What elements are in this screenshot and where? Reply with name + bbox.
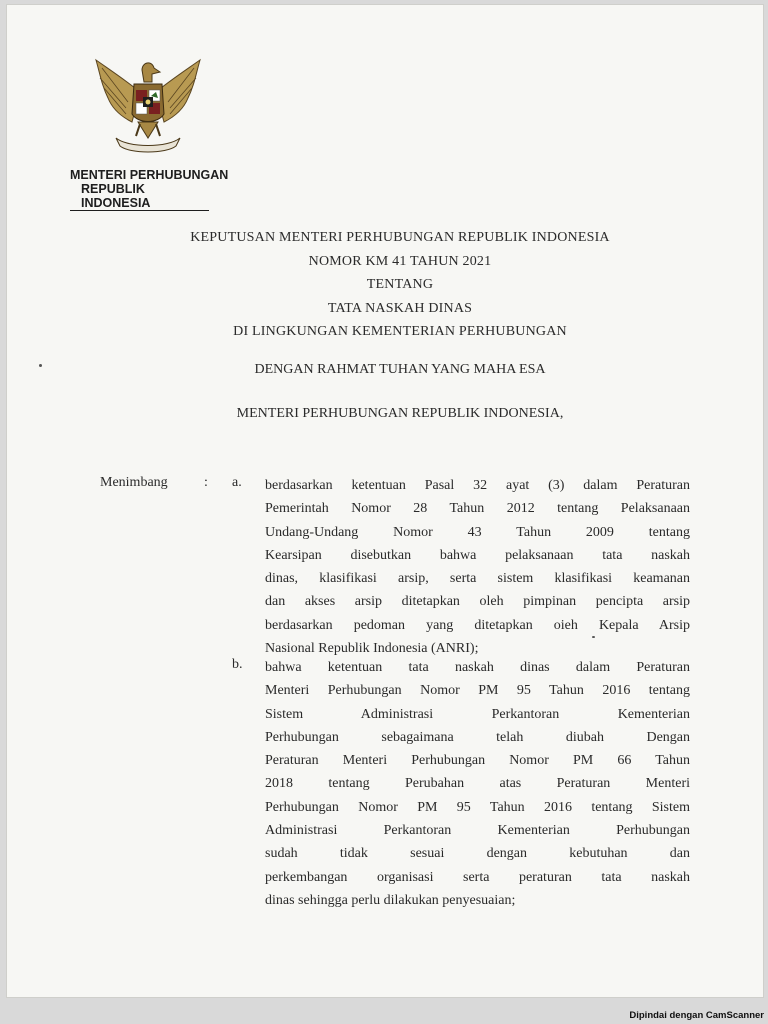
title-line-5: DI LINGKUNGAN KEMENTERIAN PERHUBUNGAN bbox=[233, 324, 567, 339]
considering-label: Menimbang bbox=[100, 475, 168, 490]
clause-line: Nasional Republik Indonesia (ANRI); bbox=[265, 641, 479, 657]
clause-line: Kearsipan disebutkan bahwa pelaksanaan tata naskah bbox=[265, 547, 690, 563]
clause-line: Undang-Undang Nomor 43 Tahun 2009 tentang bbox=[265, 524, 690, 540]
clause-marker-a: a. bbox=[232, 475, 242, 490]
invocation: DENGAN RAHMAT TUHAN YANG MAHA ESA bbox=[254, 362, 546, 377]
scanner-watermark: Dipindai dengan CamScanner bbox=[629, 1010, 764, 1021]
scan-speck bbox=[592, 636, 595, 638]
clause-line: dan akses arsip ditetapkan oleh pimpinan pencipta arsip bbox=[265, 594, 690, 610]
clause-line: 2018 tentang Perubahan atas Peraturan Menteri bbox=[265, 776, 690, 792]
authority-heading bbox=[70, 168, 250, 211]
clause-line: Sistem Administrasi Perkantoran Kementerian bbox=[265, 706, 690, 722]
clause-line: berdasarkan pedoman yang ditetapkan oieh Kepala Arsip bbox=[265, 617, 690, 633]
clause-line: bahwa ketentuan tata naskah dinas dalam Peraturan bbox=[265, 660, 690, 675]
decree-title bbox=[6, 226, 768, 344]
clause-line: Perhubungan sebagaimana telah diubah Dengan bbox=[265, 729, 690, 745]
title-line-3: TENTANG bbox=[366, 277, 434, 292]
considering-colon: : bbox=[204, 475, 208, 490]
scan-speck bbox=[39, 364, 42, 367]
clause-line: sudah tidak sesuai dengan kebutuhan dan bbox=[265, 846, 690, 862]
minister-heading: MENTERI PERHUBUNGAN REPUBLIK INDONESIA, bbox=[236, 406, 564, 421]
clause-line: perkembangan organisasi serta peraturan tata naskah bbox=[265, 869, 690, 885]
title-line-2: NOMOR KM 41 TAHUN 2021 bbox=[308, 253, 492, 269]
clause-b bbox=[265, 656, 690, 912]
clause-line: berdasarkan ketentuan Pasal 32 ayat (3) dalam Peraturan bbox=[265, 478, 690, 493]
clause-line: Administrasi Perkantoran Kementerian Perhubungan bbox=[265, 823, 690, 839]
document-page bbox=[6, 4, 764, 998]
title-line-1: KEPUTUSAN MENTERI PERHUBUNGAN REPUBLIK INDONESIA bbox=[190, 230, 610, 245]
clause-marker-b: b. bbox=[232, 657, 243, 672]
clause-line: Pemerintah Nomor 28 Tahun 2012 tentang Pelaksanaan bbox=[265, 501, 690, 517]
clause-line: dinas sehingga perlu dilakukan penyesuaian; bbox=[265, 892, 516, 908]
clause-line: Menteri Perhubungan Nomor PM 95 Tahun 2016 tentang bbox=[265, 683, 690, 699]
authority-line-2: REPUBLIK INDONESIA bbox=[70, 182, 209, 211]
clause-line: Peraturan Menteri Perhubungan Nomor PM 66 Tahun bbox=[265, 753, 690, 769]
garuda-emblem-icon bbox=[88, 52, 208, 162]
clause-a bbox=[265, 474, 690, 660]
title-line-4: TATA NASKAH DINAS bbox=[327, 300, 473, 316]
authority-line-1: MENTERI PERHUBUNGAN bbox=[70, 168, 229, 182]
clause-line: dinas, klasifikasi arsip, serta sistem klasifikasi keamanan bbox=[265, 571, 690, 587]
clause-line: Perhubungan Nomor PM 95 Tahun 2016 tentang Sistem bbox=[265, 799, 690, 815]
